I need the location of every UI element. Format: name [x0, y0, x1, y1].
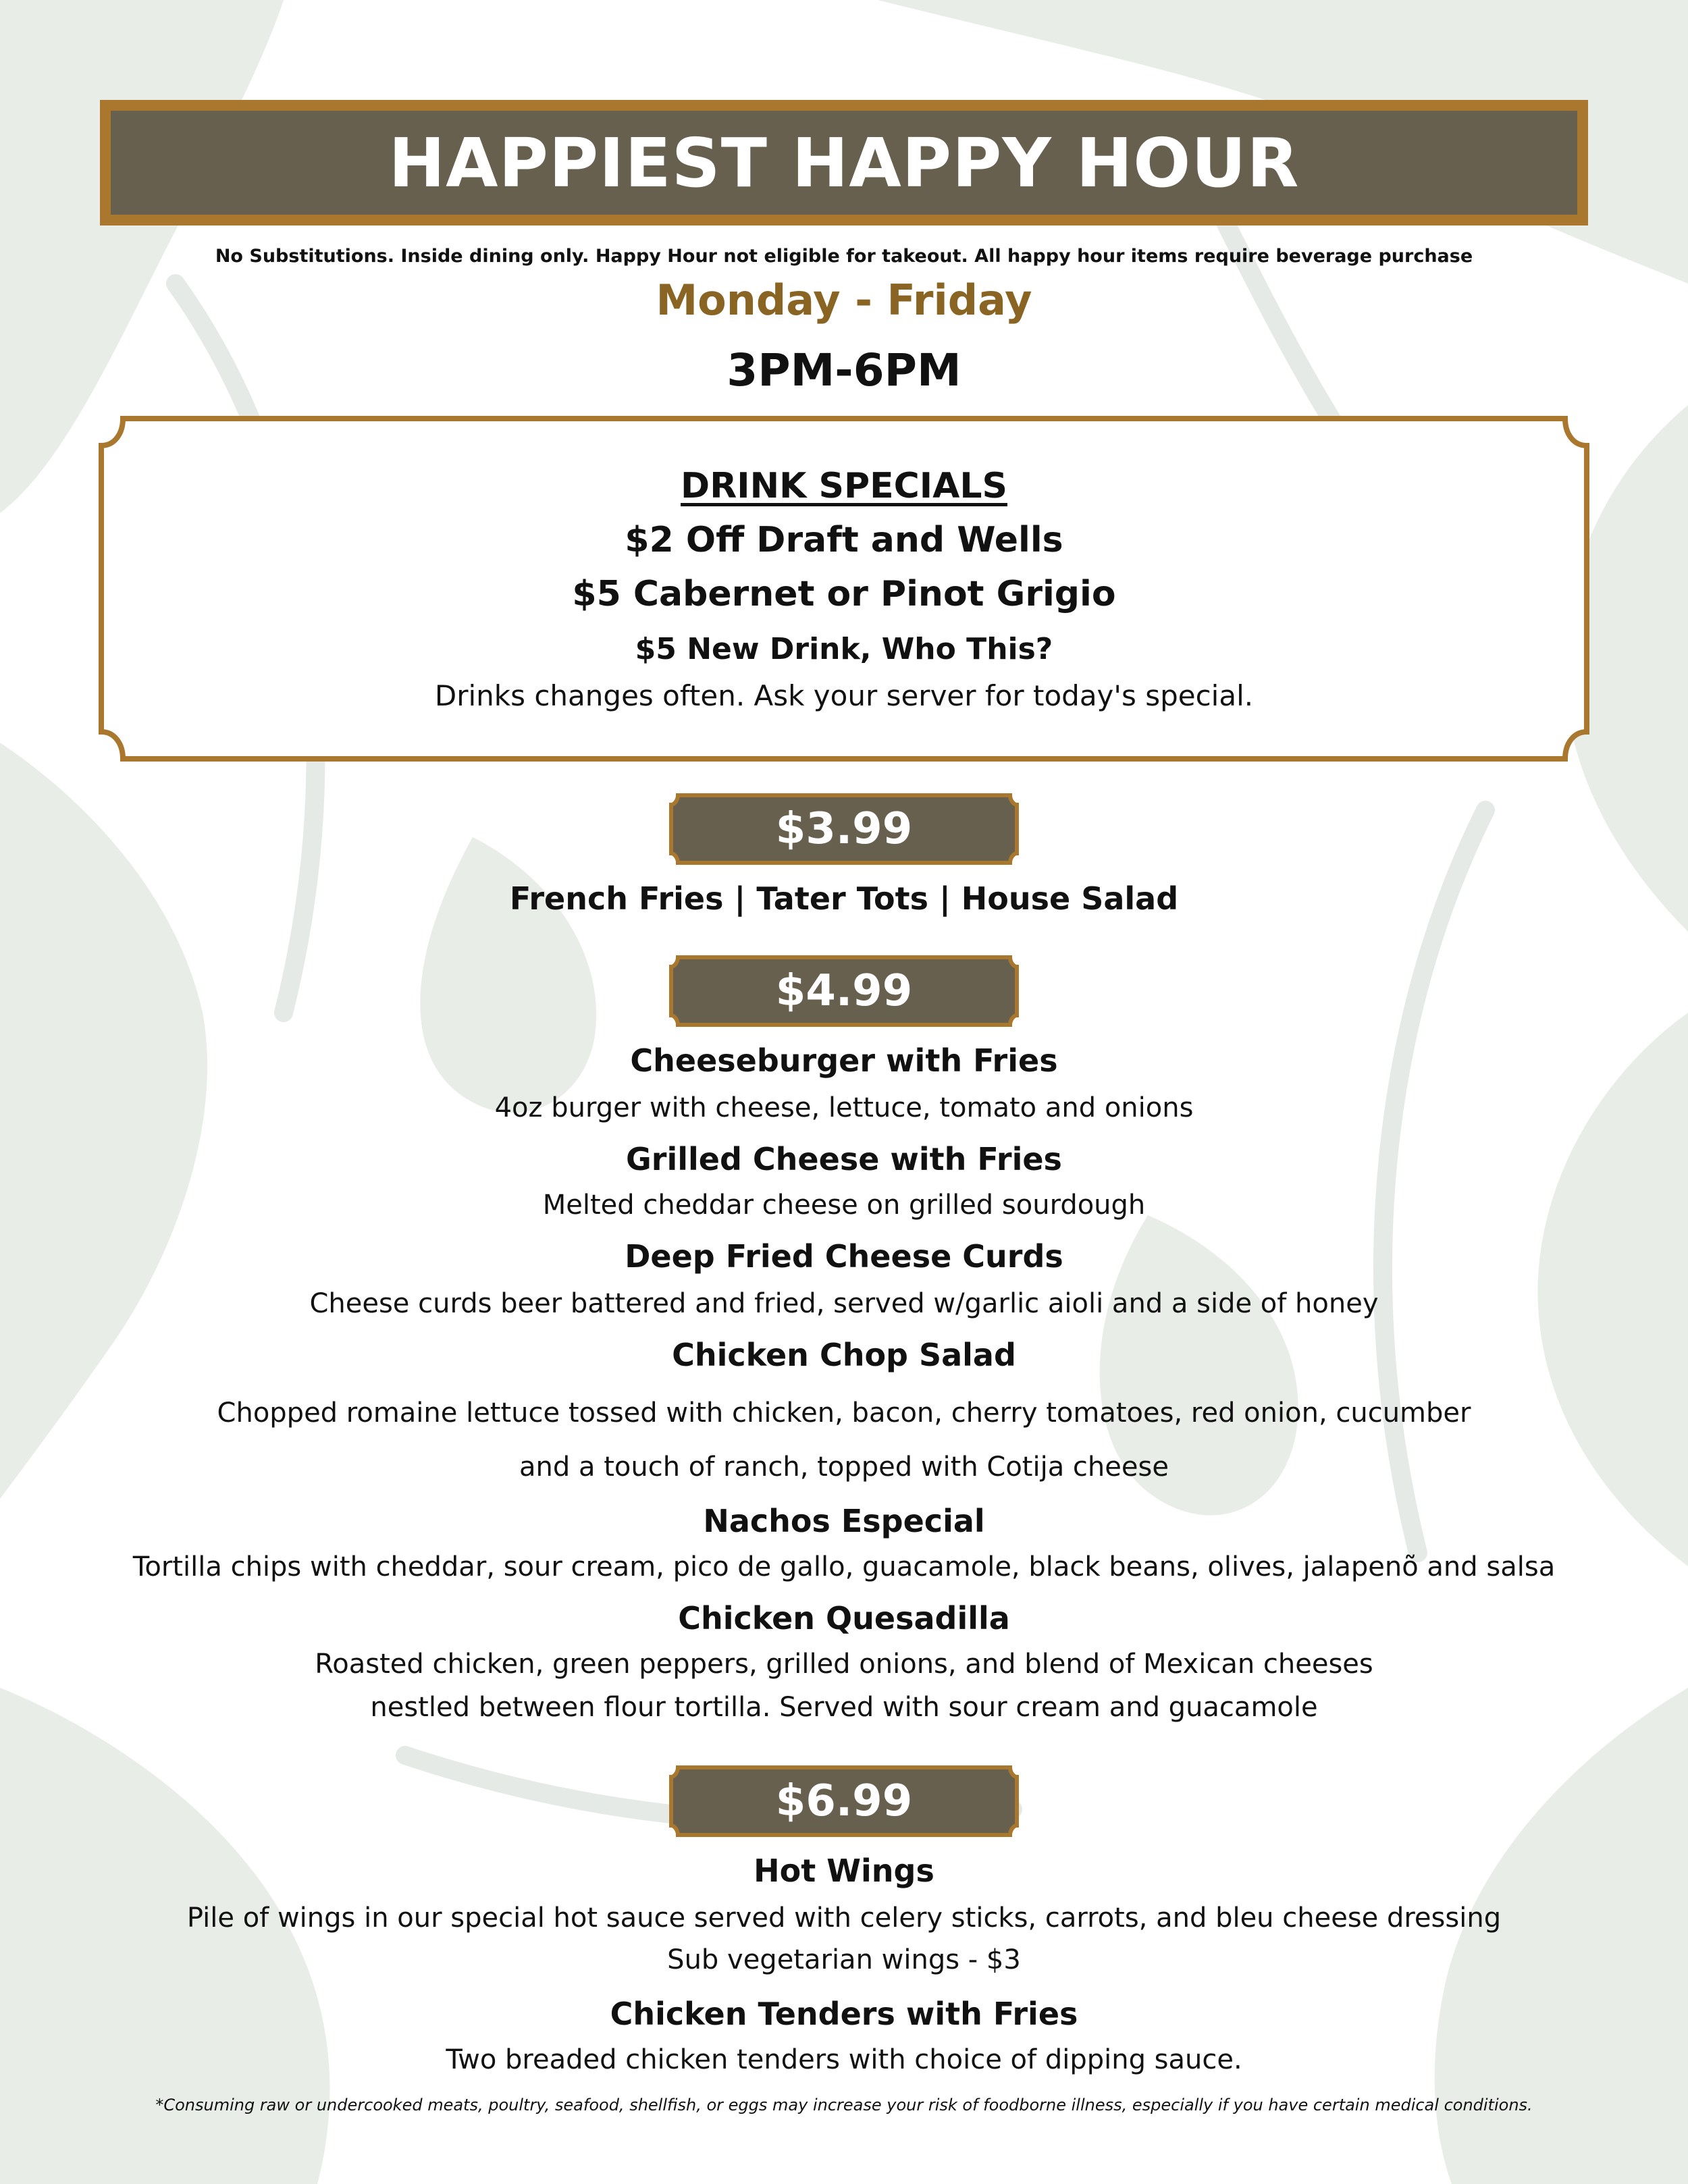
menu-item-name: Chicken Chop Salad [672, 1337, 1016, 1373]
menu-item-desc: Chopped romaine lettuce tossed with chicken, bacon, cherry tomatoes, red onion, cucumber [217, 1397, 1471, 1429]
menu-item-desc: Melted cheddar cheese on grilled sourdough [542, 1190, 1146, 1221]
drink-special-item: $2 Off Draft and Wells [625, 520, 1063, 560]
menu-item-desc: Two breaded chicken tenders with choice of dipping sauce. [446, 2044, 1242, 2075]
menu-item-name: Nachos Especial [703, 1503, 985, 1539]
drink-special-item: $5 Cabernet or Pinot Grigio [572, 574, 1116, 614]
title-banner [100, 100, 1588, 225]
page-title: HAPPIEST HAPPY HOUR [388, 123, 1300, 203]
drink-specials-note: Drinks changes often. Ask your server for today's special. [434, 679, 1254, 712]
price-label: $6.99 [775, 1776, 913, 1826]
happy-hour-notice: No Substitutions. Inside dining only. Happy Hour not eligible for takeout. All happy hour items require beverage purchase [215, 246, 1473, 267]
menu-item-name: Cheeseburger with Fries [630, 1042, 1058, 1079]
menu-item-name: Deep Fried Cheese Curds [625, 1238, 1063, 1275]
menu-item-desc: Pile of wings in our special hot sauce served with celery sticks, carrots, and bleu cheese dressing [186, 1902, 1502, 1934]
happy-hour-hours: 3PM-6PM [727, 344, 961, 396]
menu-item-desc: Sub vegetarian wings - $3 [667, 1944, 1021, 1975]
price-label: $4.99 [775, 966, 913, 1016]
menu-item-name: Chicken Tenders with Fries [610, 1996, 1078, 2032]
menu-item-desc: Tortilla chips with cheddar, sour cream, pico de gallo, guacamole, black beans, olives, jalapenõ and salsa [132, 1551, 1556, 1582]
price-tag [668, 793, 1020, 865]
title-banner-inner [111, 111, 1577, 215]
happy-hour-days: Monday - Friday [656, 275, 1032, 325]
menu-item-name: Grilled Cheese with Fries [626, 1141, 1062, 1177]
drink-specials-heading: DRINK SPECIALS [681, 466, 1007, 506]
menu-item-desc: and a touch of ranch, topped with Cotija cheese [519, 1451, 1169, 1483]
items-line: French Fries | Tater Tots | House Salad [509, 880, 1179, 917]
price-label: $3.99 [775, 804, 913, 854]
menu-item-name: Hot Wings [754, 1853, 934, 1889]
health-disclaimer: *Consuming raw or undercooked meats, poultry, seafood, shellfish, or eggs may increase your risk of foodborne illness, especially if you have certain medical conditions. [155, 2096, 1533, 2114]
menu-item-desc: nestled between flour tortilla. Served with sour cream and guacamole [370, 1692, 1318, 1723]
drink-special-item: $5 New Drink, Who This? [635, 632, 1053, 666]
menu-item-desc: 4oz burger with cheese, lettuce, tomato and onions [494, 1092, 1194, 1123]
menu-item-desc: Roasted chicken, green peppers, grilled onions, and blend of Mexican cheeses [315, 1649, 1373, 1680]
price-tag [668, 1765, 1020, 1838]
menu-item-name: Chicken Quesadilla [678, 1600, 1010, 1636]
price-tag [668, 955, 1020, 1028]
menu-item-desc: Cheese curds beer battered and fried, served w/garlic aioli and a side of honey [309, 1288, 1379, 1319]
